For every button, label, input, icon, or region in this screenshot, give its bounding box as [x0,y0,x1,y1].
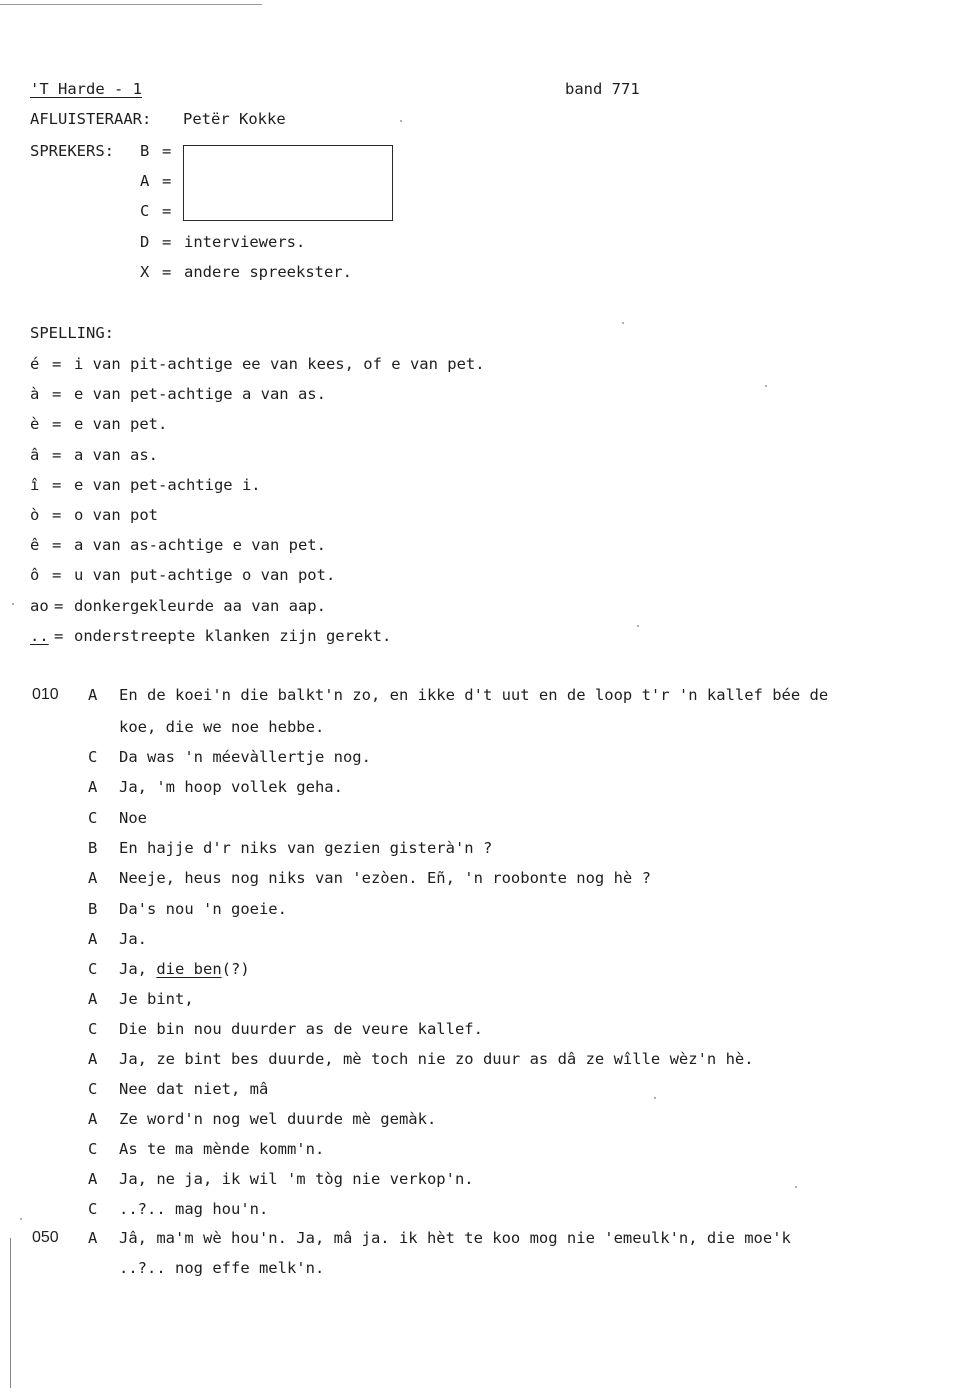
spelling-label: SPELLING: [30,324,114,342]
margin-line [10,1238,11,1388]
spelling-description: e van pet. [74,415,168,434]
speaker-code: C [88,1080,98,1098]
spelling-description: a van as-achtige e van pet. [74,536,326,555]
speaker-key: X [140,263,150,281]
spelling-description: e van pet-achtige i. [74,475,261,494]
utterance-text: koe, die we noe hebbe. [119,718,325,736]
speaker-code: C [88,1200,98,1218]
spelling-description: o van pot [74,506,158,524]
speaker-code: A [88,1110,98,1128]
speaker-value: interviewers. [184,233,306,251]
utterance-text: Ja, ne ja, ik wil 'm tòg nie verkop'n. [119,1170,474,1188]
spelling-symbol: à [30,385,40,404]
spelling-row [30,414,167,434]
utterance-text: Je bint, [119,990,194,1008]
utterance-text: Ze word'n nog wel duurde mè gemàk. [119,1110,437,1128]
speck [795,1186,797,1188]
spelling-symbol: é [30,355,40,373]
utterance-text: Neeje, heus nog niks van 'ezòen. Eñ, 'n roobonte nog hè ? [119,869,651,887]
utterance-text: Ja, ze bint bes duurde, mè toch nie zo duur as dâ ze wîlle wèz'n hè. [119,1050,754,1068]
speaker-key: C [140,202,150,220]
utterance-text: Nee dat niet, mâ [119,1080,269,1098]
speaker-code: C [88,1140,98,1158]
utterance-text: Ja, 'm hoop vollek geha. [119,778,343,796]
spelling-equals: = [52,415,62,434]
spelling-row [30,505,158,525]
speck [637,625,639,627]
spelling-equals: = [54,596,64,615]
utterance-text: En hajje d'r niks van gezien gisterà'n ? [119,839,493,857]
utterance-text: ..?.. mag hou'n. [119,1200,269,1218]
spelling-symbol: â [30,445,40,464]
speaker-code: B [88,839,98,857]
speaker-row: X = andere spreekster. [140,263,352,281]
speakers-label: SPREKERS: [30,142,114,160]
speaker-key: D [140,233,150,251]
spelling-equals: = [52,385,62,404]
utterance-text: Da was 'n méevàllertje nog. [119,748,371,766]
utterance-text: Die bin nou duurder as de veure kallef. [119,1020,483,1038]
speaker-code: C [88,809,98,827]
speck [765,385,767,387]
line-number: 050 [32,1229,59,1246]
speck [20,1218,22,1220]
speaker-row: B = [140,142,172,160]
speaker-code: B [88,900,98,918]
spelling-equals: = [52,445,62,464]
speaker-code: A [88,930,98,948]
speck [654,1097,656,1099]
speaker-code: C [88,960,98,978]
spelling-equals: = [52,566,62,585]
top-rule [0,4,262,5]
spelling-description: e van pet-achtige a van as. [74,385,326,404]
spelling-equals: = [52,355,62,373]
spelling-row [30,626,391,646]
band-number: band 771 [565,80,640,98]
spelling-symbol: ê [30,536,40,555]
speaker-code: C [88,1020,98,1038]
spelling-description: a van as. [74,445,158,464]
speaker-row: C = [140,202,172,220]
spelling-symbol: .. [30,626,49,645]
spelling-symbol: è [30,415,40,434]
speaker-code: A [88,869,98,887]
utterance-text: ..?.. nog effe melk'n. [119,1259,325,1277]
spelling-symbol: ò [30,506,40,524]
spelling-row [30,384,326,404]
speaker-row: A = [140,172,172,190]
spelling-symbol: ô [30,566,40,585]
redacted-names-box [183,145,393,221]
spelling-symbol: î [30,475,40,494]
spelling-description: u van put-achtige o van pot. [74,566,336,585]
spelling-equals: = [54,626,64,645]
spelling-row [30,445,158,465]
spelling-row [30,596,326,616]
speck [12,603,14,605]
speaker-code: A [88,1050,98,1068]
spelling-symbol: ao [30,596,49,615]
utterance-text: En de koei'n die balkt'n zo, en ikke d't uut en de loop t'r 'n kallef bée de [119,686,829,704]
speaker-key: B [140,142,150,160]
speaker-code: A [88,778,98,796]
spelling-equals: = [52,475,62,494]
spelling-equals: = [52,506,62,524]
speaker-code: A [88,1229,98,1247]
utterance-text: As te ma mènde komm'n. [119,1140,325,1158]
listener-label: AFLUISTERAAR: [30,110,152,128]
spelling-row [30,535,326,555]
speck [622,322,624,324]
spelling-equals: = [52,536,62,555]
speaker-code: A [88,686,98,704]
line-number: 010 [32,686,59,703]
utterance-text: Ja. [119,930,147,948]
speck [400,120,402,122]
spelling-row [30,565,335,585]
spelling-description: donkergekleurde aa van aap. [74,596,326,615]
listener-name: Petër Kokke [183,110,286,128]
document-title: 'T Harde - 1 [30,80,142,98]
speaker-code: A [88,1170,98,1188]
utterance-text: Ja, die ben(?) [119,960,250,978]
speaker-code: C [88,748,98,766]
spelling-description: i van pit-achtige ee van kees, of e van pet. [74,355,485,373]
utterance-text: Jâ, ma'm wè hou'n. Ja, mâ ja. ik hèt te koo mog nie 'emeulk'n, die moe'k [119,1229,791,1247]
utterance-text: Noe [119,809,147,827]
spelling-description: onderstreepte klanken zijn gerekt. [74,626,392,645]
speaker-value: andere spreekster. [184,263,352,281]
speaker-key: A [140,172,150,190]
utterance-text: Da's nou 'n goeie. [119,900,287,918]
spelling-row [30,475,261,495]
spelling-row [30,354,485,374]
speaker-row: D = interviewers. [140,233,306,251]
speaker-code: A [88,990,98,1008]
